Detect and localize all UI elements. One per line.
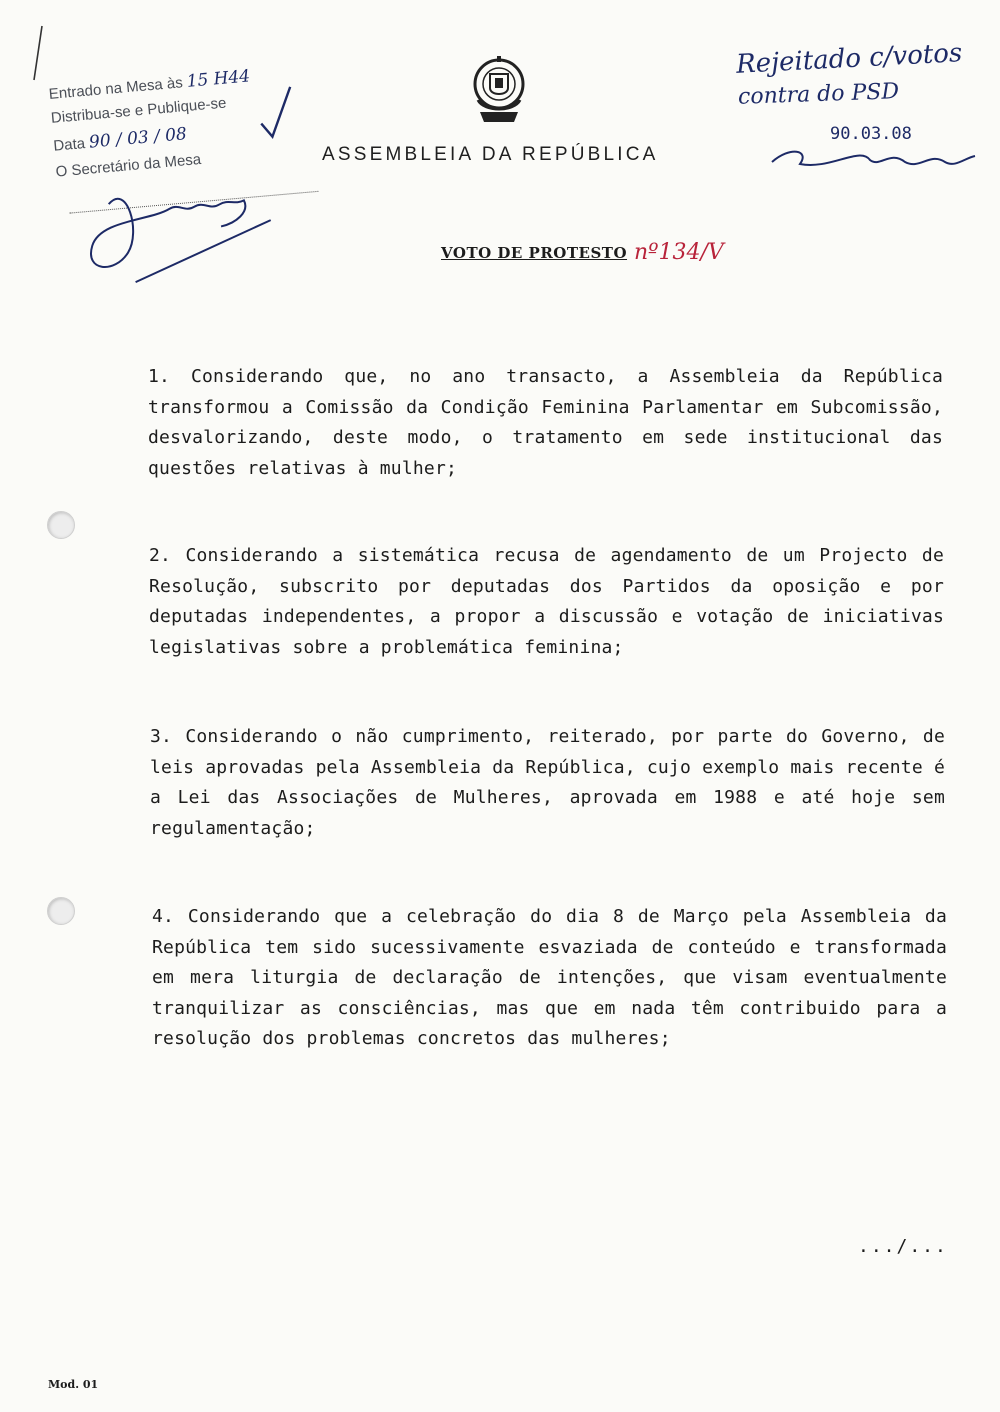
check-mark-icon xyxy=(254,83,299,146)
pen-mark xyxy=(28,24,48,84)
coat-of-arms-icon xyxy=(470,54,528,128)
paragraph-1: 1. Considerando que, no ano transacto, a Assembleia da República transformou a Comissão da Condição Feminina Parlamentar em Subcomissão, desvalorizando, deste modo, o tratamento em sede institucional das questões relativas à mulher; xyxy=(148,366,943,479)
paragraph-4: 4. Considerando que a celebração do dia 8 de Março pela Assembleia da República tem sido sucessivamente esvaziada de conteúdo e transformada em mera liturgia de declaração de intenções, que visam eventualmente tranquilizar as consciências, mas que em nada têm contribuido para a resolução dos problemas concretos das mulheres; xyxy=(152,906,947,1049)
document-title: VOTO DE PROTESTO xyxy=(441,244,628,262)
punch-hole xyxy=(47,897,75,925)
annotation-line-1: Rejeitado c/votos xyxy=(735,38,963,80)
stamp-distribute: Distribua-se e Publique-se xyxy=(50,94,228,127)
paragraph-3: 3. Considerando o não cumprimento, reiterado, por parte do Governo, de leis aprovadas pela Assembleia da República, cujo exemplo mais recente é a Lei das Associações de Mulheres, aprovada em 1988 e até hoje sem regulamentação; xyxy=(150,726,945,839)
stamp-entry-label: Entrado na Mesa às xyxy=(48,74,184,103)
document-number: nº134/V xyxy=(634,240,724,265)
stamp-date-value: 90 / 03 / 08 xyxy=(88,124,188,153)
continuation-mark: .../... xyxy=(858,1236,948,1257)
president-signature xyxy=(770,140,980,180)
entry-stamp xyxy=(48,60,335,293)
stamp-date-label: Data xyxy=(52,135,86,155)
institution-name: ASSEMBLEIA DA REPÚBLICA xyxy=(322,144,659,165)
punch-hole xyxy=(47,511,75,539)
stamp-date-row xyxy=(53,124,188,156)
annotation-line-2: contra do PSD xyxy=(737,79,900,110)
secretary-signature xyxy=(66,157,315,287)
annotation-date: 90.03.08 xyxy=(830,124,912,144)
stamp-secretary: O Secretário da Mesa xyxy=(54,150,202,181)
stamp-entry-time: 15 H44 xyxy=(185,66,251,92)
form-code: Mod. 01 xyxy=(48,1378,99,1391)
paragraph-2: 2. Considerando a sistemática recusa de agendamento de um Projecto de Resolução, subscrito por deputadas dos Partidos da oposição e por deputadas independentes, a propor a discussão e votação de iniciativas legislativas sobre a problemática feminina; xyxy=(149,545,944,658)
